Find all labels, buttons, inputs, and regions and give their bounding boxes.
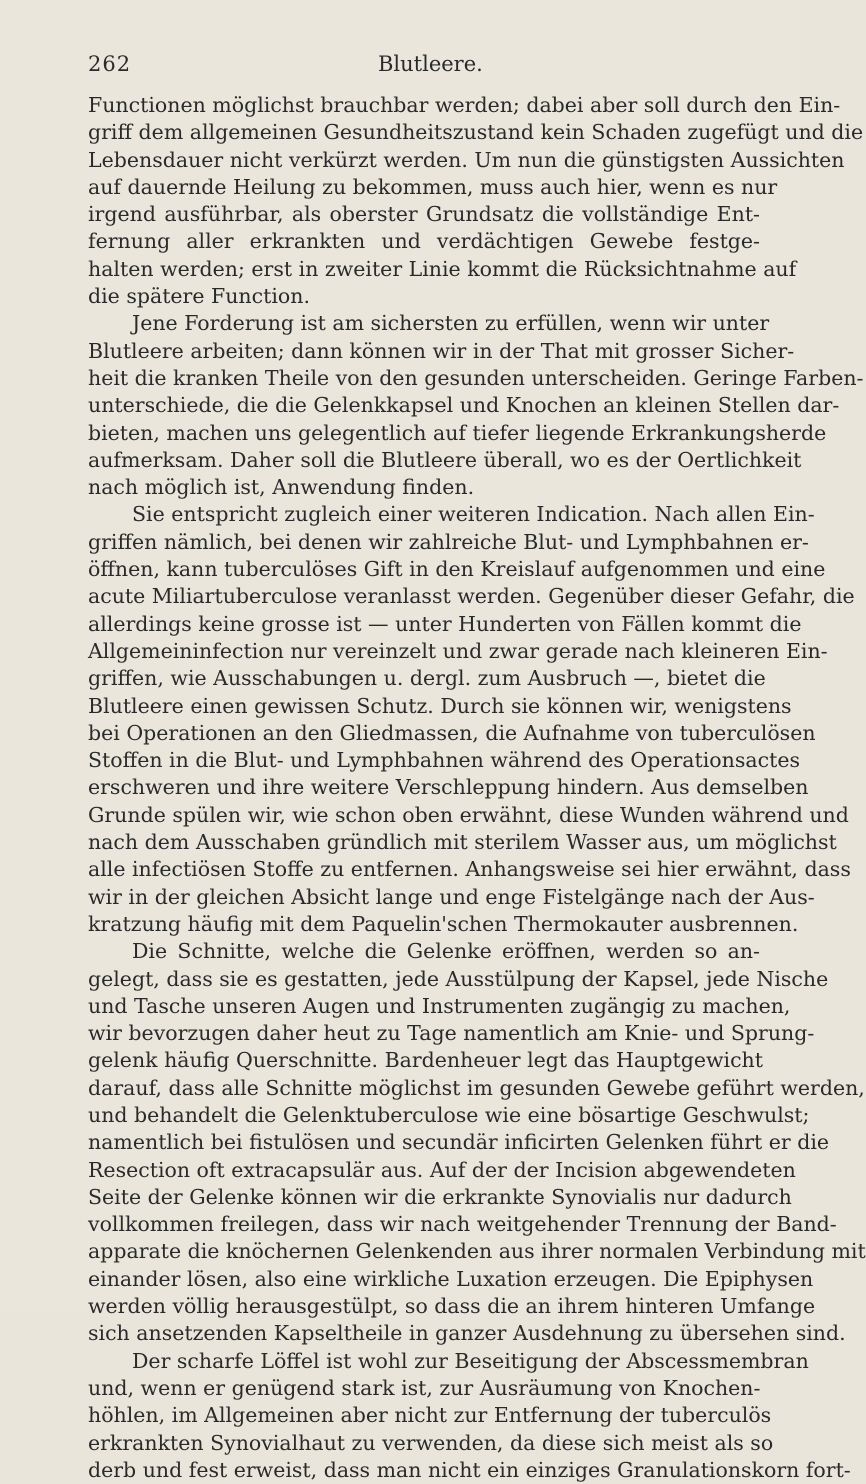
text-line: und behandelt die Gelenktuberculose wie eine bösartige Geschwulst; (88, 1102, 810, 1127)
text-line: Blutleere einen gewissen Schutz. Durch sie können wir, wenigstens (88, 693, 792, 718)
text-line: fernung aller erkrankten und verdächtigen Gewebe festge- (88, 229, 760, 254)
running-title: Blutleere. (378, 52, 483, 76)
text-line: sich ansetzenden Kapseltheile in ganzer Ausdehnung zu übersehen sind. (88, 1321, 846, 1346)
text-line: kratzung häufig mit dem Paquelin'schen Thermokauter ausbrennen. (88, 911, 799, 936)
text-line: und Tasche unseren Augen und Instrumenten zugängig zu machen, (88, 993, 791, 1018)
text-line: gelegt, dass sie es gestatten, jede Ausstülpung der Kapsel, jede Nische (88, 966, 829, 991)
text-line: darauf, dass alle Schnitte möglichst im gesunden Gewebe geführt werden, (88, 1075, 865, 1100)
text-line: bieten, machen uns gelegentlich auf tiefer liegende Erkrankungsherde (88, 420, 827, 445)
text-line: heit die kranken Theile von den gesunden unterscheiden. Geringe Farben- (88, 365, 864, 390)
text-line: acute Miliartuberculose veranlasst werden. Gegenüber dieser Gefahr, die (88, 584, 855, 609)
text-line: höhlen, im Allgemeinen aber nicht zur Entfernung der tuberculös (88, 1403, 772, 1428)
text-line: erschweren und ihre weitere Verschleppung hindern. Aus demselben (88, 775, 809, 800)
text-line: Resection oft extracapsulär aus. Auf der der Incision abgewendeten (88, 1157, 796, 1182)
text-line: erkrankten Synovialhaut zu verwenden, da diese sich meist als so (88, 1430, 774, 1455)
text-line: Stoffen in die Blut- und Lymphbahnen während des Operationsactes (88, 748, 800, 773)
text-line: griffen, wie Ausschabungen u. dergl. zum Ausbruch —, bietet die (88, 666, 766, 691)
text-line: vollkommen freilegen, dass wir nach weitgehender Trennung der Band- (88, 1212, 837, 1237)
text-line: griff dem allgemeinen Gesundheitszustand kein Schaden zugefügt und die (88, 120, 864, 145)
text-line: Allgemeininfection nur vereinzelt und zwar gerade nach kleineren Ein- (88, 638, 828, 663)
text-line: Functionen möglichst brauchbar werden; dabei aber soll durch den Ein- (88, 93, 841, 117)
text-line: irgend ausführbar, als oberster Grundsatz die vollständige Ent- (88, 202, 760, 227)
text-line: aufmerksam. Daher soll die Blutleere überall, wo es der Oertlichkeit (88, 447, 802, 472)
text-line: öffnen, kann tuberculöses Gift in den Kreislauf aufgenommen und eine (88, 557, 826, 582)
text-line: nach dem Ausschaben gründlich mit sterilem Wasser aus, um möglichst (88, 830, 837, 855)
text-line: unterschiede, die die Gelenkkapsel und Knochen an kleinen Stellen dar- (88, 393, 840, 418)
text-line: Blutleere arbeiten; dann können wir in der That mit grosser Sicher- (88, 338, 795, 363)
text-line: derb und fest erweist, dass man nicht ein einziges Granulationskorn fort- (88, 1457, 851, 1482)
text-line: nach möglich ist, Anwendung finden. (88, 475, 475, 500)
page-header (88, 52, 760, 80)
text-line: die spätere Function. (88, 284, 310, 309)
text-line: Sie entspricht zugleich einer weiteren Indication. Nach allen Ein- (132, 502, 815, 527)
text-line: einander lösen, also eine wirkliche Luxation erzeugen. Die Epiphysen (88, 1266, 814, 1291)
body-text (88, 92, 866, 1484)
text-line: wir bevorzugen daher heut zu Tage namentlich am Knie- und Sprung- (88, 1021, 815, 1046)
text-line: gelenk häufig Querschnitte. Bardenheuer legt das Hauptgewicht (88, 1048, 763, 1073)
text-line: bei Operationen an den Gliedmassen, die Aufnahme von tuberculösen (88, 720, 816, 745)
text-line: Lebensdauer nicht verkürzt werden. Um nun die günstigsten Aussichten (88, 147, 845, 172)
text-line: alle infectiösen Stoffe zu entfernen. Anhangsweise sei hier erwähnt, dass (88, 857, 851, 882)
text-line: griffen nämlich, bei denen wir zahlreiche Blut- und Lymphbahnen er- (88, 529, 809, 554)
text-line: werden völlig herausgestülpt, so dass die an ihrem hinteren Umfange (88, 1294, 816, 1319)
text-line: Grunde spülen wir, wie schon oben erwähnt, diese Wunden während und (88, 802, 849, 827)
text-line: auf dauernde Heilung zu bekommen, muss auch hier, wenn es nur (88, 174, 778, 199)
text-line: apparate die knöchernen Gelenkenden aus ihrer normalen Verbindung mit (88, 1239, 866, 1264)
text-line: namentlich bei fistulösen und secundär inficirten Gelenken führt er die (88, 1130, 830, 1155)
page-number: 262 (88, 52, 132, 76)
text-line: allerdings keine grosse ist — unter Hunderten von Fällen kommt die (88, 611, 802, 636)
text-line: halten werden; erst in zweiter Linie kommt die Rücksichtnahme auf (88, 256, 797, 281)
text-line: und, wenn er genügend stark ist, zur Ausräumung von Knochen- (88, 1375, 761, 1400)
text-line: wir in der gleichen Absicht lange und enge Fistelgänge nach der Aus- (88, 884, 815, 909)
text-line: Jene Forderung ist am sichersten zu erfüllen, wenn wir unter (132, 311, 770, 336)
text-line: Die Schnitte, welche die Gelenke eröffnen, werden so an- (132, 939, 760, 964)
text-line: Der scharfe Löffel ist wohl zur Beseitigung der Abscessmembran (132, 1348, 809, 1373)
text-line: Seite der Gelenke können wir die erkrankte Synovialis nur dadurch (88, 1184, 792, 1209)
